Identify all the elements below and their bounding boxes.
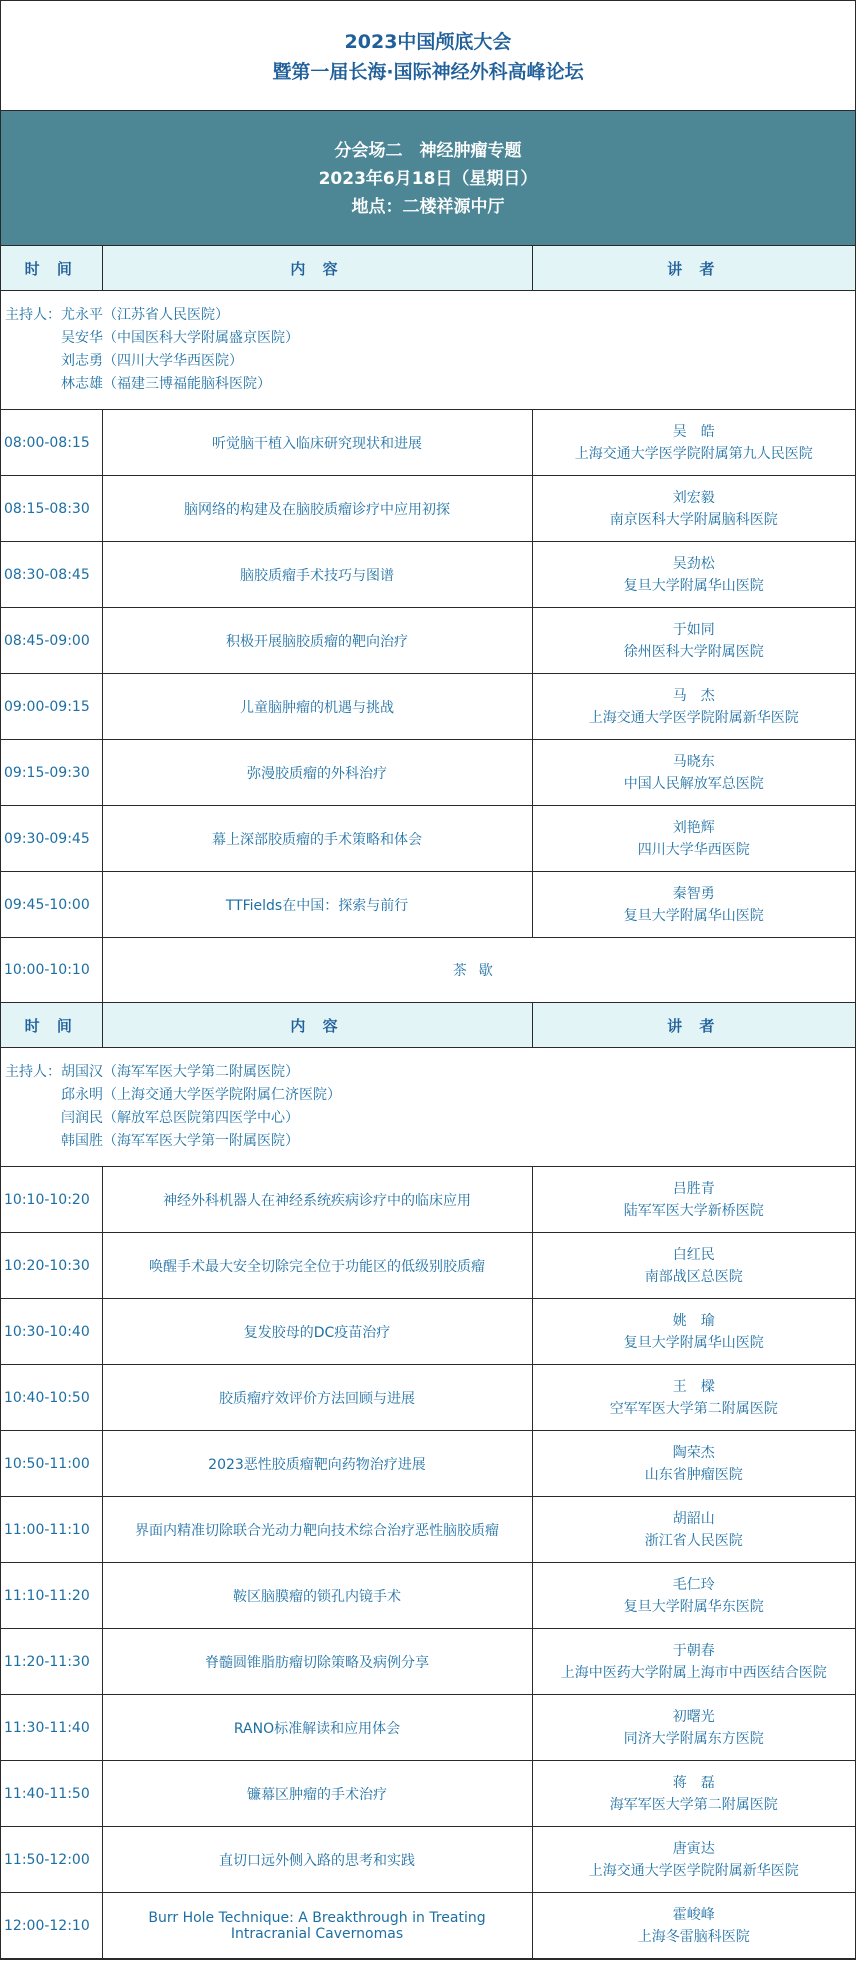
- speaker-affiliation: 浙江省人民医院: [644, 1532, 743, 1549]
- talk-time: 10:20-10:30: [1, 1233, 102, 1299]
- talk-time: 08:45-09:00: [1, 608, 102, 674]
- moderator-line: 吴安华（中国医科大学附属盛京医院）: [5, 330, 299, 346]
- talk-topic: 神经外科机器人在神经系统疾病诊疗中的临床应用: [102, 1167, 532, 1233]
- talk-time: 11:00-11:10: [1, 1497, 102, 1563]
- speaker-affiliation: 空军军医大学第二附属医院: [609, 1400, 778, 1417]
- talk-topic: RANO标准解读和应用体会: [102, 1695, 532, 1761]
- session-banner: [1, 111, 855, 246]
- talk-row: [1, 1233, 855, 1299]
- talk-row: [1, 410, 855, 476]
- speaker-name: 马 杰: [672, 687, 715, 704]
- talk-topic: 唤醒手术最大安全切除完全位于功能区的低级别胶质瘤: [102, 1233, 532, 1299]
- talk-speaker-cell: [532, 1233, 855, 1299]
- talk-time: 08:00-08:15: [1, 410, 102, 476]
- talk-time: 11:10-11:20: [1, 1563, 102, 1629]
- conference-title: 2023中国颅底大会: [344, 31, 512, 53]
- talk-speaker-cell: [532, 476, 855, 542]
- speaker-name: 陶荣杰: [672, 1444, 715, 1461]
- talk-row: [1, 476, 855, 542]
- speaker-affiliation: 南部战区总医院: [644, 1268, 743, 1285]
- talk-topic: 弥漫胶质瘤的外科治疗: [102, 740, 532, 806]
- speaker-affiliation: 南京医科大学附属脑科医院: [609, 511, 778, 528]
- moderators-row: [1, 1048, 855, 1167]
- break-label: 茶歇: [102, 938, 855, 1003]
- speaker-affiliation: 复旦大学附属华山医院: [623, 1334, 764, 1351]
- conference-subtitle: 暨第一届长海·国际神经外科高峰论坛: [272, 61, 584, 83]
- moderator-line: 闫润民（解放军总医院第四医学中心）: [5, 1110, 299, 1126]
- talk-time: 10:30-10:40: [1, 1299, 102, 1365]
- speaker-name: 刘艳辉: [672, 819, 715, 836]
- speaker-affiliation: 复旦大学附属华东医院: [623, 1598, 764, 1615]
- column-header-speaker: 讲 者: [532, 246, 855, 291]
- talk-row: [1, 1431, 855, 1497]
- talk-topic: 听觉脑干植入临床研究现状和进展: [102, 410, 532, 476]
- talk-row: [1, 1695, 855, 1761]
- talk-time: 09:45-10:00: [1, 872, 102, 938]
- talk-topic: 积极开展脑胶质瘤的靶向治疗: [102, 608, 532, 674]
- talk-speaker-cell: [532, 1365, 855, 1431]
- speaker-affiliation: 同济大学附属东方医院: [623, 1730, 764, 1747]
- column-header-content: 内 容: [102, 1003, 532, 1048]
- talk-topic: TTFields在中国：探索与前行: [102, 872, 532, 938]
- talk-row: [1, 1365, 855, 1431]
- talk-row: [1, 872, 855, 938]
- talk-speaker-cell: [532, 608, 855, 674]
- talk-row: [1, 806, 855, 872]
- talk-topic: 脑网络的构建及在脑胶质瘤诊疗中应用初探: [102, 476, 532, 542]
- speaker-name: 于如同: [672, 621, 715, 638]
- speaker-affiliation: 上海中医药大学附属上海市中西医结合医院: [560, 1664, 827, 1681]
- speaker-affiliation: 复旦大学附属华山医院: [623, 907, 764, 924]
- speaker-name: 胡韶山: [672, 1510, 715, 1527]
- moderator-line: 林志雄（福建三博福能脑科医院）: [5, 376, 271, 392]
- talk-speaker-cell: [532, 740, 855, 806]
- talk-row: [1, 1299, 855, 1365]
- talk-time: 10:10-10:20: [1, 1167, 102, 1233]
- moderator-line: 主持人：尤永平（江苏省人民医院）: [5, 307, 229, 323]
- talk-row: [1, 1563, 855, 1629]
- talk-topic: 胶质瘤疗效评价方法回顾与进展: [102, 1365, 532, 1431]
- talk-time: 12:00-12:10: [1, 1893, 102, 1959]
- talk-row: [1, 1827, 855, 1893]
- talk-time: 10:50-11:00: [1, 1431, 102, 1497]
- talk-speaker-cell: [532, 1893, 855, 1959]
- break-time: 10:00-10:10: [1, 938, 102, 1003]
- talk-topic: 直切口远外侧入路的思考和实践: [102, 1827, 532, 1893]
- talk-speaker-cell: [532, 1827, 855, 1893]
- break-row: [1, 938, 855, 1003]
- speaker-name: 唐寅达: [672, 1840, 715, 1857]
- speaker-affiliation: 上海交通大学医学院附属新华医院: [588, 709, 799, 726]
- column-header-time: 时 间: [1, 246, 102, 291]
- moderators-cell: [1, 291, 855, 410]
- speaker-name: 于朝春: [672, 1642, 715, 1659]
- talk-row: [1, 1761, 855, 1827]
- column-header-speaker: 讲 者: [532, 1003, 855, 1048]
- talk-speaker-cell: [532, 542, 855, 608]
- moderator-line: 刘志勇（四川大学华西医院）: [5, 353, 243, 369]
- moderator-line: 主持人：胡国汉（海军军医大学第二附属医院）: [5, 1064, 299, 1080]
- speaker-affiliation: 四川大学华西医院: [637, 841, 750, 858]
- speaker-name: 初曙光: [672, 1708, 715, 1725]
- talk-topic: 儿童脑肿瘤的机遇与挑战: [102, 674, 532, 740]
- speaker-name: 白红民: [672, 1246, 715, 1263]
- talk-row: [1, 1629, 855, 1695]
- column-header-time: 时 间: [1, 1003, 102, 1048]
- talk-speaker-cell: [532, 410, 855, 476]
- session-date: 2023年6月18日（星期日）: [318, 169, 538, 189]
- talk-row: [1, 542, 855, 608]
- speaker-affiliation: 上海交通大学医学院附属第九人民医院: [574, 445, 813, 462]
- talk-speaker-cell: [532, 1431, 855, 1497]
- speaker-name: 姚 瑜: [672, 1312, 715, 1329]
- talk-time: 11:50-12:00: [1, 1827, 102, 1893]
- session-name: 分会场二 神经肿瘤专题: [334, 141, 522, 161]
- talk-row: [1, 740, 855, 806]
- talk-row: [1, 1167, 855, 1233]
- speaker-affiliation: 上海冬雷脑科医院: [637, 1928, 750, 1945]
- moderators-cell: [1, 1048, 855, 1167]
- speaker-name: 吴 皓: [672, 423, 715, 440]
- talk-speaker-cell: [532, 1563, 855, 1629]
- talk-speaker-cell: [532, 1761, 855, 1827]
- talk-topic: 2023恶性胶质瘤靶向药物治疗进展: [102, 1431, 532, 1497]
- talk-time: 10:40-10:50: [1, 1365, 102, 1431]
- speaker-name: 王 樑: [672, 1378, 715, 1395]
- talk-time: 08:15-08:30: [1, 476, 102, 542]
- talk-time: 11:40-11:50: [1, 1761, 102, 1827]
- session-location: 地点：二楼祥源中厅: [351, 197, 505, 217]
- talk-speaker-cell: [532, 1629, 855, 1695]
- talk-time: 11:20-11:30: [1, 1629, 102, 1695]
- column-header-row: [1, 1003, 855, 1048]
- talk-topic: 脑胶质瘤手术技巧与图谱: [102, 542, 532, 608]
- speaker-name: 霍峻峰: [672, 1906, 715, 1923]
- moderator-line: 韩国胜（海军军医大学第一附属医院）: [5, 1133, 299, 1149]
- talk-time: 09:30-09:45: [1, 806, 102, 872]
- talk-row: [1, 608, 855, 674]
- speaker-affiliation: 徐州医科大学附属医院: [623, 643, 764, 660]
- speaker-name: 吴劲松: [672, 555, 715, 572]
- speaker-name: 刘宏毅: [672, 489, 715, 506]
- talk-speaker-cell: [532, 1695, 855, 1761]
- talk-speaker-cell: [532, 1299, 855, 1365]
- speaker-name: 吕胜青: [672, 1180, 715, 1197]
- talk-speaker-cell: [532, 1167, 855, 1233]
- talk-topic: 鞍区脑膜瘤的锁孔内镜手术: [102, 1563, 532, 1629]
- talk-time: 08:30-08:45: [1, 542, 102, 608]
- moderator-line: 邱永明（上海交通大学医学院附属仁济医院）: [5, 1087, 341, 1103]
- speaker-affiliation: 陆军军医大学新桥医院: [623, 1202, 764, 1219]
- talk-speaker-cell: [532, 674, 855, 740]
- talk-topic: 镰幕区肿瘤的手术治疗: [102, 1761, 532, 1827]
- talk-time: 09:15-09:30: [1, 740, 102, 806]
- speaker-name: 蒋 磊: [672, 1774, 715, 1791]
- agenda-table: [1, 246, 855, 1959]
- talk-topic: Burr Hole Technique: A Breakthrough in Treating Intracranial Cavernomas: [102, 1893, 532, 1959]
- speaker-name: 秦智勇: [672, 885, 715, 902]
- talk-topic: 脊髓圆锥脂肪瘤切除策略及病例分享: [102, 1629, 532, 1695]
- moderators-row: [1, 291, 855, 410]
- talk-time: 09:00-09:15: [1, 674, 102, 740]
- column-header-content: 内 容: [102, 246, 532, 291]
- speaker-affiliation: 复旦大学附属华山医院: [623, 577, 764, 594]
- talk-topic: 幕上深部胶质瘤的手术策略和体会: [102, 806, 532, 872]
- talk-speaker-cell: [532, 806, 855, 872]
- speaker-affiliation: 上海交通大学医学院附属新华医院: [588, 1862, 799, 1879]
- talk-speaker-cell: [532, 872, 855, 938]
- talk-row: [1, 1893, 855, 1959]
- talk-speaker-cell: [532, 1497, 855, 1563]
- talk-time: 11:30-11:40: [1, 1695, 102, 1761]
- speaker-affiliation: 中国人民解放军总医院: [623, 775, 764, 792]
- speaker-affiliation: 山东省肿瘤医院: [644, 1466, 743, 1483]
- speaker-name: 毛仁玲: [672, 1576, 715, 1593]
- talk-topic: 界面内精准切除联合光动力靶向技术综合治疗恶性脑胶质瘤: [102, 1497, 532, 1563]
- column-header-row: [1, 246, 855, 291]
- talk-row: [1, 1497, 855, 1563]
- conference-header: [1, 1, 855, 111]
- speaker-name: 马晓东: [672, 753, 715, 770]
- talk-topic: 复发胶母的DC疫苗治疗: [102, 1299, 532, 1365]
- talk-row: [1, 674, 855, 740]
- speaker-affiliation: 海军军医大学第二附属医院: [609, 1796, 778, 1813]
